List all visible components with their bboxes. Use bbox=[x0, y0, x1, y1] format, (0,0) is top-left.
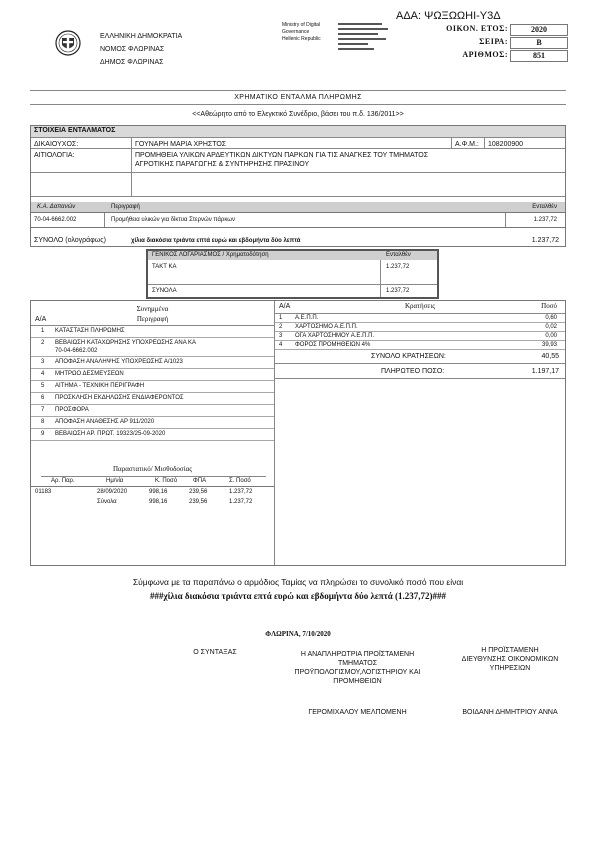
item-text-2: 70-04-6662.002 bbox=[55, 348, 98, 354]
list-item bbox=[31, 381, 274, 393]
deductions-list bbox=[275, 314, 565, 350]
deductions-sum-label: ΣΥΝΟΛΟ ΚΡΑΤΗΣΕΩΝ: bbox=[371, 353, 446, 360]
ledger-amount-header: Ενταλθέν bbox=[386, 252, 411, 258]
item-text: ΟΓΑ ΧΑΡΤΟΣΗΜΟΥ Α.Ε.Π.Π. bbox=[295, 333, 375, 339]
payment-instruction: Σύμφωνα με τα παραπάνω ο αρμόδιος Ταμίας να πληρώσει το συνολικό ποσό που είναι bbox=[132, 577, 464, 587]
ledger-box bbox=[146, 249, 439, 299]
document-subtitle: <<Αθεώρητο από το Ελεγκτικό Συνέδριο, βάσει του π.δ. 136/2011>> bbox=[192, 111, 404, 118]
table-row bbox=[31, 497, 274, 507]
expense-amount: 1.237,72 bbox=[533, 217, 557, 223]
item-number: 6 bbox=[41, 395, 45, 401]
invoice-sum-label: Σύνολα bbox=[97, 499, 117, 505]
invoice-no: 01183 bbox=[35, 489, 52, 495]
invoice-sum-net: 998,16 bbox=[149, 499, 168, 505]
attachments-title: Συνημμένα bbox=[136, 305, 169, 313]
deductions-sum-value: 40,55 bbox=[541, 353, 559, 360]
expense-code-header: Κ.Α. Δαπανών bbox=[37, 204, 76, 210]
reason-line-2: ΑΓΡΟΤΙΚΗΣ ΠΑΡΑΓΩΓΗΣ & ΣΥΝΤΗΡΗΣΗΣ ΠΡΑΣΙΝΟΥ bbox=[135, 161, 310, 168]
digital-signature-stamp bbox=[282, 22, 321, 43]
payable-value: 1.197,17 bbox=[531, 368, 559, 375]
item-number: 4 bbox=[41, 371, 45, 377]
attachments-desc-header: Περιγραφή bbox=[136, 315, 169, 323]
item-text: ΚΑΤΑΣΤΑΣΗ ΠΛΗΡΩΜΗΣ bbox=[55, 328, 125, 334]
item-number: 5 bbox=[41, 383, 45, 389]
expense-table bbox=[31, 202, 565, 228]
item-text: Α.Ε.Π.Π. bbox=[295, 315, 319, 321]
invoice-date: 28/09/2020 bbox=[97, 489, 128, 495]
invoice-vat: 239,56 bbox=[189, 489, 208, 495]
stamp-line-1: Ministry of Digital bbox=[282, 22, 321, 28]
stamp-line-3: Hellenic Republic bbox=[282, 36, 321, 42]
stamp-line-2: Governance bbox=[282, 29, 310, 35]
item-text: ΦΟΡΟΣ ΠΡΟΜΗΘΕΙΩΝ 4% bbox=[295, 342, 371, 348]
list-item bbox=[31, 393, 274, 405]
signature-director bbox=[440, 646, 580, 717]
invoice-net-header: Κ. Ποσό bbox=[155, 478, 178, 484]
expense-code: 70-04-6662.002 bbox=[34, 217, 77, 223]
org-name-2: ΝΟΜΟΣ ΦΛΩΡΙΝΑΣ bbox=[100, 46, 165, 53]
signature-author bbox=[160, 648, 270, 657]
attachments-list bbox=[31, 326, 274, 441]
total-label: ΣΥΝΟΛΟ (ολογράφως) bbox=[34, 237, 106, 244]
item-number: 2 bbox=[279, 324, 283, 330]
amount-in-words: ###χίλια διακόσια τριάντα επτά ευρώ και εβδομήντα δύο λεπτά (1.237,72)### bbox=[149, 591, 447, 601]
signature-role: ΥΠΗΡΕΣΙΩΝ bbox=[489, 665, 531, 672]
expense-desc-header: Περιγραφή bbox=[111, 204, 140, 210]
stamp-details-icon bbox=[338, 22, 394, 54]
expense-table-header bbox=[31, 202, 565, 212]
reason-label: ΑΙΤΙΟΛΟΓΙΑ: bbox=[34, 152, 75, 159]
details-box bbox=[30, 300, 566, 566]
item-text: ΒΕΒΑΙΩΣΗ ΑΡ. ΠΡΩΤ. 19323/25-09-2020 bbox=[55, 431, 166, 437]
number-label: ΑΡΙΘΜΟΣ: bbox=[462, 50, 508, 59]
series-value: Β bbox=[510, 37, 568, 49]
list-item bbox=[31, 417, 274, 429]
beneficiary-label: ΔΙΚΑΙΟΥΧΟΣ: bbox=[34, 141, 79, 148]
list-item bbox=[275, 314, 565, 323]
item-value: 39,93 bbox=[541, 342, 557, 348]
item-value: 0,60 bbox=[545, 315, 557, 321]
expense-amount-header: Ενταλθέν bbox=[532, 204, 557, 210]
item-value: 0,00 bbox=[545, 333, 557, 339]
item-text: ΑΠΟΦΑΣΗ ΑΝΑΛΗΨΗΣ ΥΠΟΧΡΕΩΣΗΣ Α/1023 bbox=[55, 359, 183, 365]
invoice-total-header: Σ. Ποσό bbox=[229, 478, 251, 484]
deductions-aa-header: Α/Α bbox=[279, 303, 291, 310]
greek-emblem-icon bbox=[55, 30, 81, 56]
signature-role: Ο ΣΥΝΤΑΞΑΣ bbox=[193, 649, 237, 656]
signature-role: ΠΡΟΜΗΘΕΙΩΝ bbox=[333, 678, 382, 685]
signature-name: ΒΟΙΔΑΝΗ ΔΗΜΗΤΡΙΟΥ ΑΝΝΑ bbox=[462, 709, 558, 716]
invoices-title: Παραστατικό/ Μισθοδοσίας bbox=[112, 465, 193, 473]
org-name-1: ΕΛΛΗΝΙΚΗ ΔΗΜΟΚΡΑΤΙΑ bbox=[100, 33, 183, 40]
item-text: ΧΑΡΤΟΣΗΜΟ Α.Ε.Π.Π. bbox=[295, 324, 358, 330]
deductions-amount-header: Ποσό bbox=[541, 302, 557, 310]
beneficiary-name: ΓΟΥΝΑΡΗ ΜΑΡΙΑ ΧΡΗΣΤΟΣ bbox=[135, 141, 227, 148]
signature-role: Η ΑΝΑΠΛΗΡΩΤΡΙΑ ΠΡΟΪΣΤΑΜΕΝΗ bbox=[300, 651, 415, 658]
year-label: ΟΙΚΟΝ. ΕΤΟΣ: bbox=[446, 24, 508, 33]
warrant-info-box bbox=[30, 125, 566, 247]
list-item bbox=[31, 369, 274, 381]
list-item bbox=[275, 332, 565, 341]
signature-name: ΓΕΡΟΜΙΧΑΛΟΥ ΜΕΛΠΟΜΕΝΗ bbox=[308, 709, 407, 716]
list-item bbox=[31, 338, 274, 357]
invoice-vat-header: ΦΠΑ bbox=[193, 478, 207, 484]
invoice-no-header: Αρ. Παρ. bbox=[51, 478, 75, 484]
expense-desc: Προμήθεια υλικών για δίκτυα Στερνών πάρκων bbox=[111, 217, 235, 223]
number-value: 851 bbox=[510, 50, 568, 62]
item-text: ΠΡΟΣΚΛΗΣΗ ΕΚΔΗΛΩΣΗΣ ΕΝΔΙΑΦΕΡΟΝΤΟΣ bbox=[55, 395, 184, 401]
series-label: ΣΕΙΡΑ: bbox=[479, 37, 508, 46]
item-number: 3 bbox=[279, 333, 283, 339]
signature-role: ΔΙΕΥΘΥΝΣΗΣ ΟΙΚΟΝΟΜΙΚΩΝ bbox=[461, 656, 559, 663]
invoice-net: 998,16 bbox=[149, 489, 168, 495]
signature-role: ΠΡΟΫΠΟΛΟΓΙΣΜΟΥ,ΛΟΓΙΣΤΗΡΙΟΥ ΚΑΙ bbox=[294, 669, 421, 676]
deductions-header bbox=[275, 301, 565, 311]
afm-label: Α.Φ.Μ.: bbox=[455, 141, 479, 148]
ada-code: ΑΔΑ: ΨΩΞΩΩΗΙ-Υ3Δ bbox=[396, 10, 501, 22]
list-item bbox=[275, 341, 565, 350]
attachments-aa-header: Α/Α bbox=[35, 316, 47, 323]
deductions-title: Κρατήσεις bbox=[404, 302, 436, 310]
ledger-row-2-name: ΣΥΝΟΛΑ bbox=[152, 288, 177, 294]
ledger-row-1-amount: 1.237,72 bbox=[386, 264, 410, 270]
total-amount: 1.237,72 bbox=[531, 237, 559, 244]
item-text: ΑΠΟΦΑΣΗ ΑΝΑΘΕΣΗΣ ΑΡ 911/2020 bbox=[55, 419, 155, 425]
document-title: ΧΡΗΜΑΤΙΚΟ ΕΝΤΑΛΜΑ ΠΛΗΡΩΜΗΣ bbox=[234, 94, 362, 101]
list-item bbox=[275, 323, 565, 332]
invoices-table bbox=[31, 477, 274, 507]
item-number: 3 bbox=[41, 359, 45, 365]
invoices-header bbox=[31, 477, 274, 487]
item-number: 4 bbox=[279, 342, 283, 348]
list-item bbox=[31, 357, 274, 369]
item-number: 1 bbox=[279, 315, 283, 321]
item-number: 7 bbox=[41, 407, 45, 413]
list-item bbox=[31, 429, 274, 441]
table-row bbox=[31, 212, 565, 228]
list-item bbox=[31, 326, 274, 338]
table-row bbox=[31, 487, 274, 497]
invoice-total: 1.237,72 bbox=[229, 489, 253, 495]
org-name-3: ΔΗΜΟΣ ΦΛΩΡΙΝΑΣ bbox=[100, 59, 164, 66]
item-number: 1 bbox=[41, 328, 45, 334]
signature-role: Η ΠΡΟΪΣΤΑΜΕΝΗ bbox=[481, 647, 539, 654]
invoice-sum-total: 1.237,72 bbox=[229, 499, 253, 505]
year-value: 2020 bbox=[510, 24, 568, 36]
ledger-row-2-amount: 1.237,72 bbox=[386, 288, 410, 294]
afm-value: 108200900 bbox=[488, 141, 524, 148]
section-title: ΣΤΟΙΧΕΙΑ ΕΝΤΑΛΜΑΤΟΣ bbox=[31, 126, 565, 137]
item-text: ΒΕΒΑΙΩΣΗ ΚΑΤΑΧΩΡΗΣΗΣ ΥΠΟΧΡΕΩΣΗΣ ΑΝΑ ΚΑ bbox=[55, 340, 197, 346]
item-text: ΑΙΤΗΜΑ - ΤΕΧΝΙΚΗ ΠΕΡΙΓΡΑΦΗ bbox=[55, 383, 145, 389]
invoice-date-header: Ημ/νία bbox=[106, 478, 124, 484]
place-date: ΦΛΩΡΙΝΑ, 7/10/2020 bbox=[265, 630, 331, 638]
item-number: 8 bbox=[41, 419, 45, 425]
item-number: 9 bbox=[41, 431, 45, 437]
reason-line-1: ΠΡΟΜΗΘΕΙΑ ΥΛΙΚΩΝ ΑΡΔΕΥΤΙΚΩΝ ΔΙΚΤΥΩΝ ΠΑΡΚΩΝ ΓΙΑ ΤΙΣ ΑΝΑΓΚΕΣ ΤΟΥ ΤΜΗΜΑΤΟΣ bbox=[135, 152, 429, 159]
payable-label: ΠΛΗΡΩΤΕΟ ΠΟΣΟ: bbox=[381, 368, 445, 375]
list-item bbox=[31, 405, 274, 417]
item-text: ΠΡΟΣΦΟΡΑ bbox=[55, 407, 89, 413]
ledger-header bbox=[148, 251, 437, 260]
signature-role: ΤΜΗΜΑΤΟΣ bbox=[337, 660, 378, 667]
total-words: χίλια διακόσια τριάντα επτά ευρώ και εβδομήντα δύο λεπτά bbox=[131, 238, 301, 244]
item-value: 0,02 bbox=[545, 324, 557, 330]
invoice-sum-vat: 239,56 bbox=[189, 499, 208, 505]
ledger-row-1-name: ΤΑΚΤ ΚΑ bbox=[152, 264, 177, 270]
item-text: ΜΗΤΡΩΟ ΔΕΣΜΕΥΣΕΩΝ bbox=[55, 371, 124, 377]
item-number: 2 bbox=[41, 340, 45, 346]
ledger-account-header: ΓΕΝΙΚΟΣ ΛΟΓΑΡΙΑΣΜΟΣ / Χρηματοδότηση bbox=[152, 252, 269, 258]
signature-deputy-head bbox=[275, 650, 440, 717]
